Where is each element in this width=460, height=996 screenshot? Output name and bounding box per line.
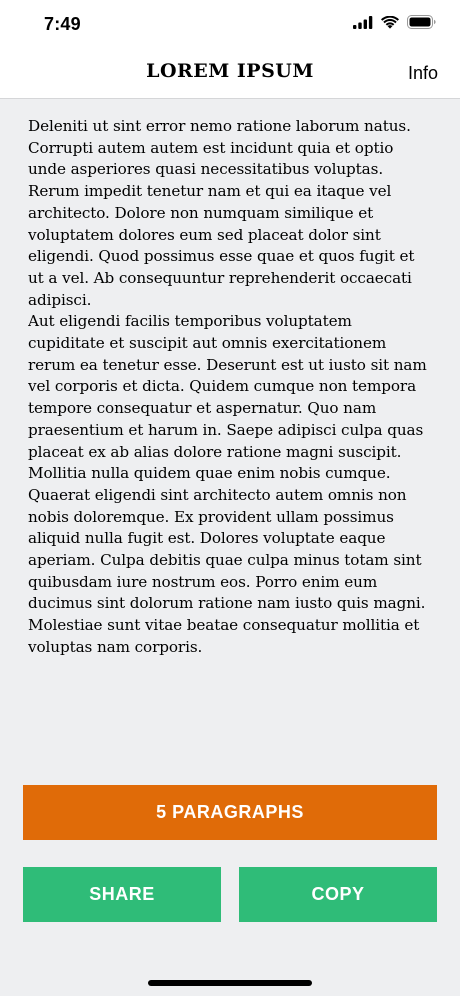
paragraph-count-button[interactable]: 5 PARAGRAPHS xyxy=(23,785,437,840)
status-time: 7:49 xyxy=(44,14,81,34)
wifi-icon xyxy=(381,16,399,29)
share-button[interactable]: SHARE xyxy=(23,867,221,922)
page-title: LOREM IPSUM xyxy=(146,60,314,82)
status-bar xyxy=(0,0,460,50)
battery-icon xyxy=(407,15,436,29)
home-indicator[interactable] xyxy=(148,980,312,986)
paragraph: Aut eligendi facilis temporibus voluptatem cupiditate et suscipit aut omnis exercitationem rerum ea tenetur esse. Deserunt est ut iusto sit nam vel corporis et dicta. Quidem cumque non tempora tempore consequatur et aspernatur. Quo nam praesentium et harum in. Saepe adipisci culpa quas placeat ex ab alias dolore ratione magni suscipit. xyxy=(28,312,427,461)
paragraph: Mollitia nulla quidem quae enim nobis cumque. Quaerat eligendi sint architecto autem omnis non nobis doloremque. Ex provident ullam possimus aliquid nulla fugit est. Dolores voluptate eaque aperiam. Culpa debitis quae culpa minus totam sint quibusdam iure nostrum eos. Porro enim eum ducimus sint dolorum ratione nam iusto quis magni. Molestiae sunt vitae beatae consequatur mollitia et voluptas nam corporis. xyxy=(28,464,426,656)
status-icons xyxy=(353,15,436,29)
navigation-bar xyxy=(0,50,460,99)
paragraph: Deleniti ut sint error nemo ratione laborum natus. Corrupti autem autem est incidunt quia et optio unde asperiores quasi necessitatibus voluptas. Rerum impedit tenetur nam et qui ea itaque vel architecto. Dolore non numquam similique et voluptatem dolores eum sed placeat dolor sint eligendi. Quod possimus esse quae et quos fugit et ut a vel. Ab consequuntur reprehenderit occaecati adipisci. xyxy=(28,117,415,309)
info-button[interactable]: Info xyxy=(407,63,438,83)
cellular-signal-icon xyxy=(353,16,373,29)
lorem-text-view[interactable] xyxy=(28,116,432,776)
copy-button[interactable]: COPY xyxy=(239,867,437,922)
